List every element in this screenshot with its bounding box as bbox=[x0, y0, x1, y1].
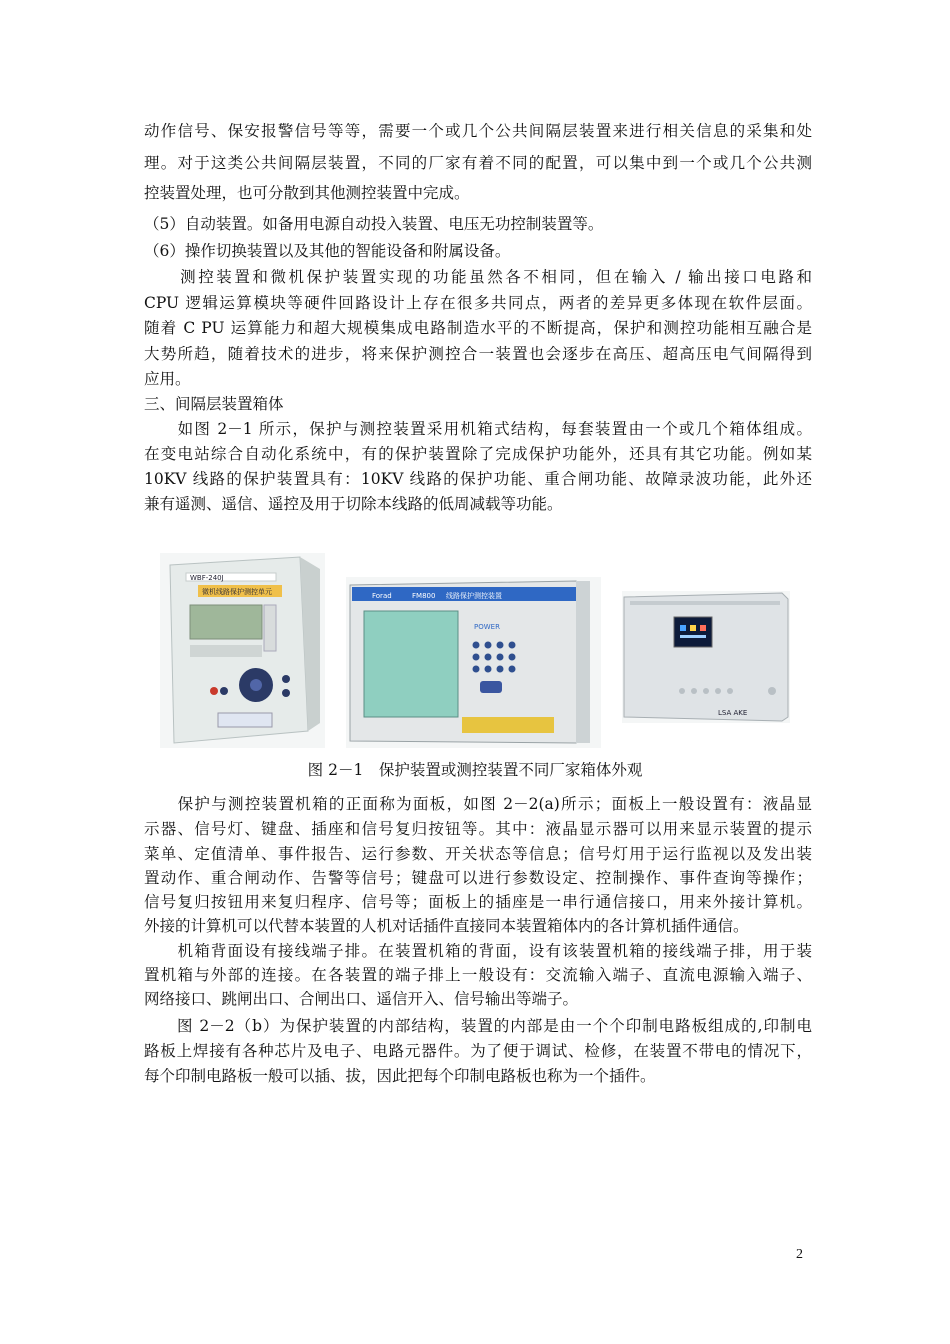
paragraph-line: 在变电站综合自动化系统中，有的保护装置除了完成保护功能外，还具有其它功能。例如某 bbox=[144, 445, 812, 463]
paragraph-line: 示器、信号灯、键盘、插座和信号复归按钮等。其中：液晶显示器可以用来显示装置的提示 bbox=[144, 820, 812, 838]
device1-subtitle: 微机线路保护测控单元 bbox=[202, 588, 272, 596]
device2-title: 线路保护测控装置 bbox=[446, 592, 502, 600]
paragraph-line: 置机箱与外部的连接。在各装置的端子排上一般设有：交流输入端子、直流电源输入端子、 bbox=[144, 966, 812, 984]
device2-power: POWER bbox=[474, 623, 500, 631]
paragraph-line: 大势所趋，随着技术的进步，将来保护测控合一装置也会逐步在高压、超高压电气间隔得到 bbox=[144, 345, 812, 363]
paragraph-line: 理。对于这类公共间隔层装置，不同的厂家有着不同的配置，可以集中到一个或几个公共测 bbox=[144, 154, 812, 172]
paragraph-line: 信号复归按钮用来复归程序、信号等；面板上的插座是一串行通信接口，用来外接计算机。 bbox=[144, 893, 812, 911]
paragraph-line: 应用。 bbox=[144, 370, 191, 388]
paragraph-line: （6）操作切换装置以及其他的智能设备和附属设备。 bbox=[144, 242, 511, 260]
page-number: 2 bbox=[796, 1247, 803, 1262]
device1-label: WBF-240J bbox=[190, 574, 224, 582]
paragraph-line: 兼有遥测、遥信、遥控及用于切除本线路的低周减载等功能。 bbox=[144, 495, 563, 513]
paragraph-line: 网络接口、跳闸出口、合闸出口、遥信开入、信号输出等端子。 bbox=[144, 990, 579, 1008]
figure-caption: 图 2－1 保护装置或测控装置不同厂家箱体外观 bbox=[307, 761, 643, 779]
paragraph-line: 路板上焊接有各种芯片及电子、电路元器件。为了便于调试、检修，在装置不带电的情况下， bbox=[144, 1042, 812, 1060]
device2-brand: Forad bbox=[372, 592, 392, 600]
paragraph-line: 图 2－2（b）为保护装置的内部结构，装置的内部是由一个个印制电路板组成的,印制电 bbox=[144, 1017, 812, 1035]
device-photo-1 bbox=[160, 553, 325, 748]
device-photo-3 bbox=[622, 591, 790, 723]
paragraph-line: 菜单、定值清单、事件报告、运行参数、开关状态等信息；信号灯用于运行监视以及发出装 bbox=[144, 845, 812, 863]
paragraph-line: 外接的计算机可以代替本装置的人机对话插件直接同本装置箱体内的各计算机插件通信。 bbox=[144, 917, 749, 935]
paragraph-line: CPU 逻辑运算模块等硬件回路设计上存在很多共同点，两者的差异更多体现在软件层面。 bbox=[144, 294, 812, 312]
paragraph-line: 如图 2－1 所示，保护与测控装置采用机箱式结构，每套装置由一个或几个箱体组成。 bbox=[144, 420, 812, 438]
device3-label: LSA AKE bbox=[718, 709, 748, 717]
paragraph-line: 控装置处理，也可分散到其他测控装置中完成。 bbox=[144, 184, 470, 202]
paragraph-line: 每个印制电路板一般可以插、拔，因此把每个印制电路板也称为一个插件。 bbox=[144, 1067, 656, 1085]
paragraph-line: （5）自动装置。如备用电源自动投入装置、电压无功控制装置等。 bbox=[144, 215, 604, 233]
device-photo-2 bbox=[346, 577, 601, 748]
paragraph-line: 保护与测控装置机箱的正面称为面板，如图 2－2(a)所示；面板上一般设置有：液晶显 bbox=[144, 795, 812, 813]
section-heading: 三、间隔层装置箱体 bbox=[144, 395, 284, 413]
paragraph-line: 测控装置和微机保护装置实现的功能虽然各不相同，但在输入 / 输出接口电路和 bbox=[144, 268, 812, 286]
paragraph-line: 机箱背面设有接线端子排。在装置机箱的背面，设有该装置机箱的接线端子排，用于装 bbox=[144, 942, 812, 960]
paragraph-line: 置动作、重合闸动作、告警等信号；键盘可以进行参数设定、控制操作、事件查询等操作； bbox=[144, 869, 812, 887]
paragraph-line: 随着 C PU 运算能力和超大规模集成电路制造水平的不断提高，保护和测控功能相互融合是 bbox=[144, 319, 812, 337]
paragraph-line: 动作信号、保安报警信号等等，需要一个或几个公共间隔层装置来进行相关信息的采集和处 bbox=[144, 122, 812, 140]
device2-model: FM800 bbox=[412, 592, 436, 600]
paragraph-line: 10KV 线路的保护装置具有：10KV 线路的保护功能、重合闸功能、故障录波功能，此外还 bbox=[144, 470, 812, 488]
